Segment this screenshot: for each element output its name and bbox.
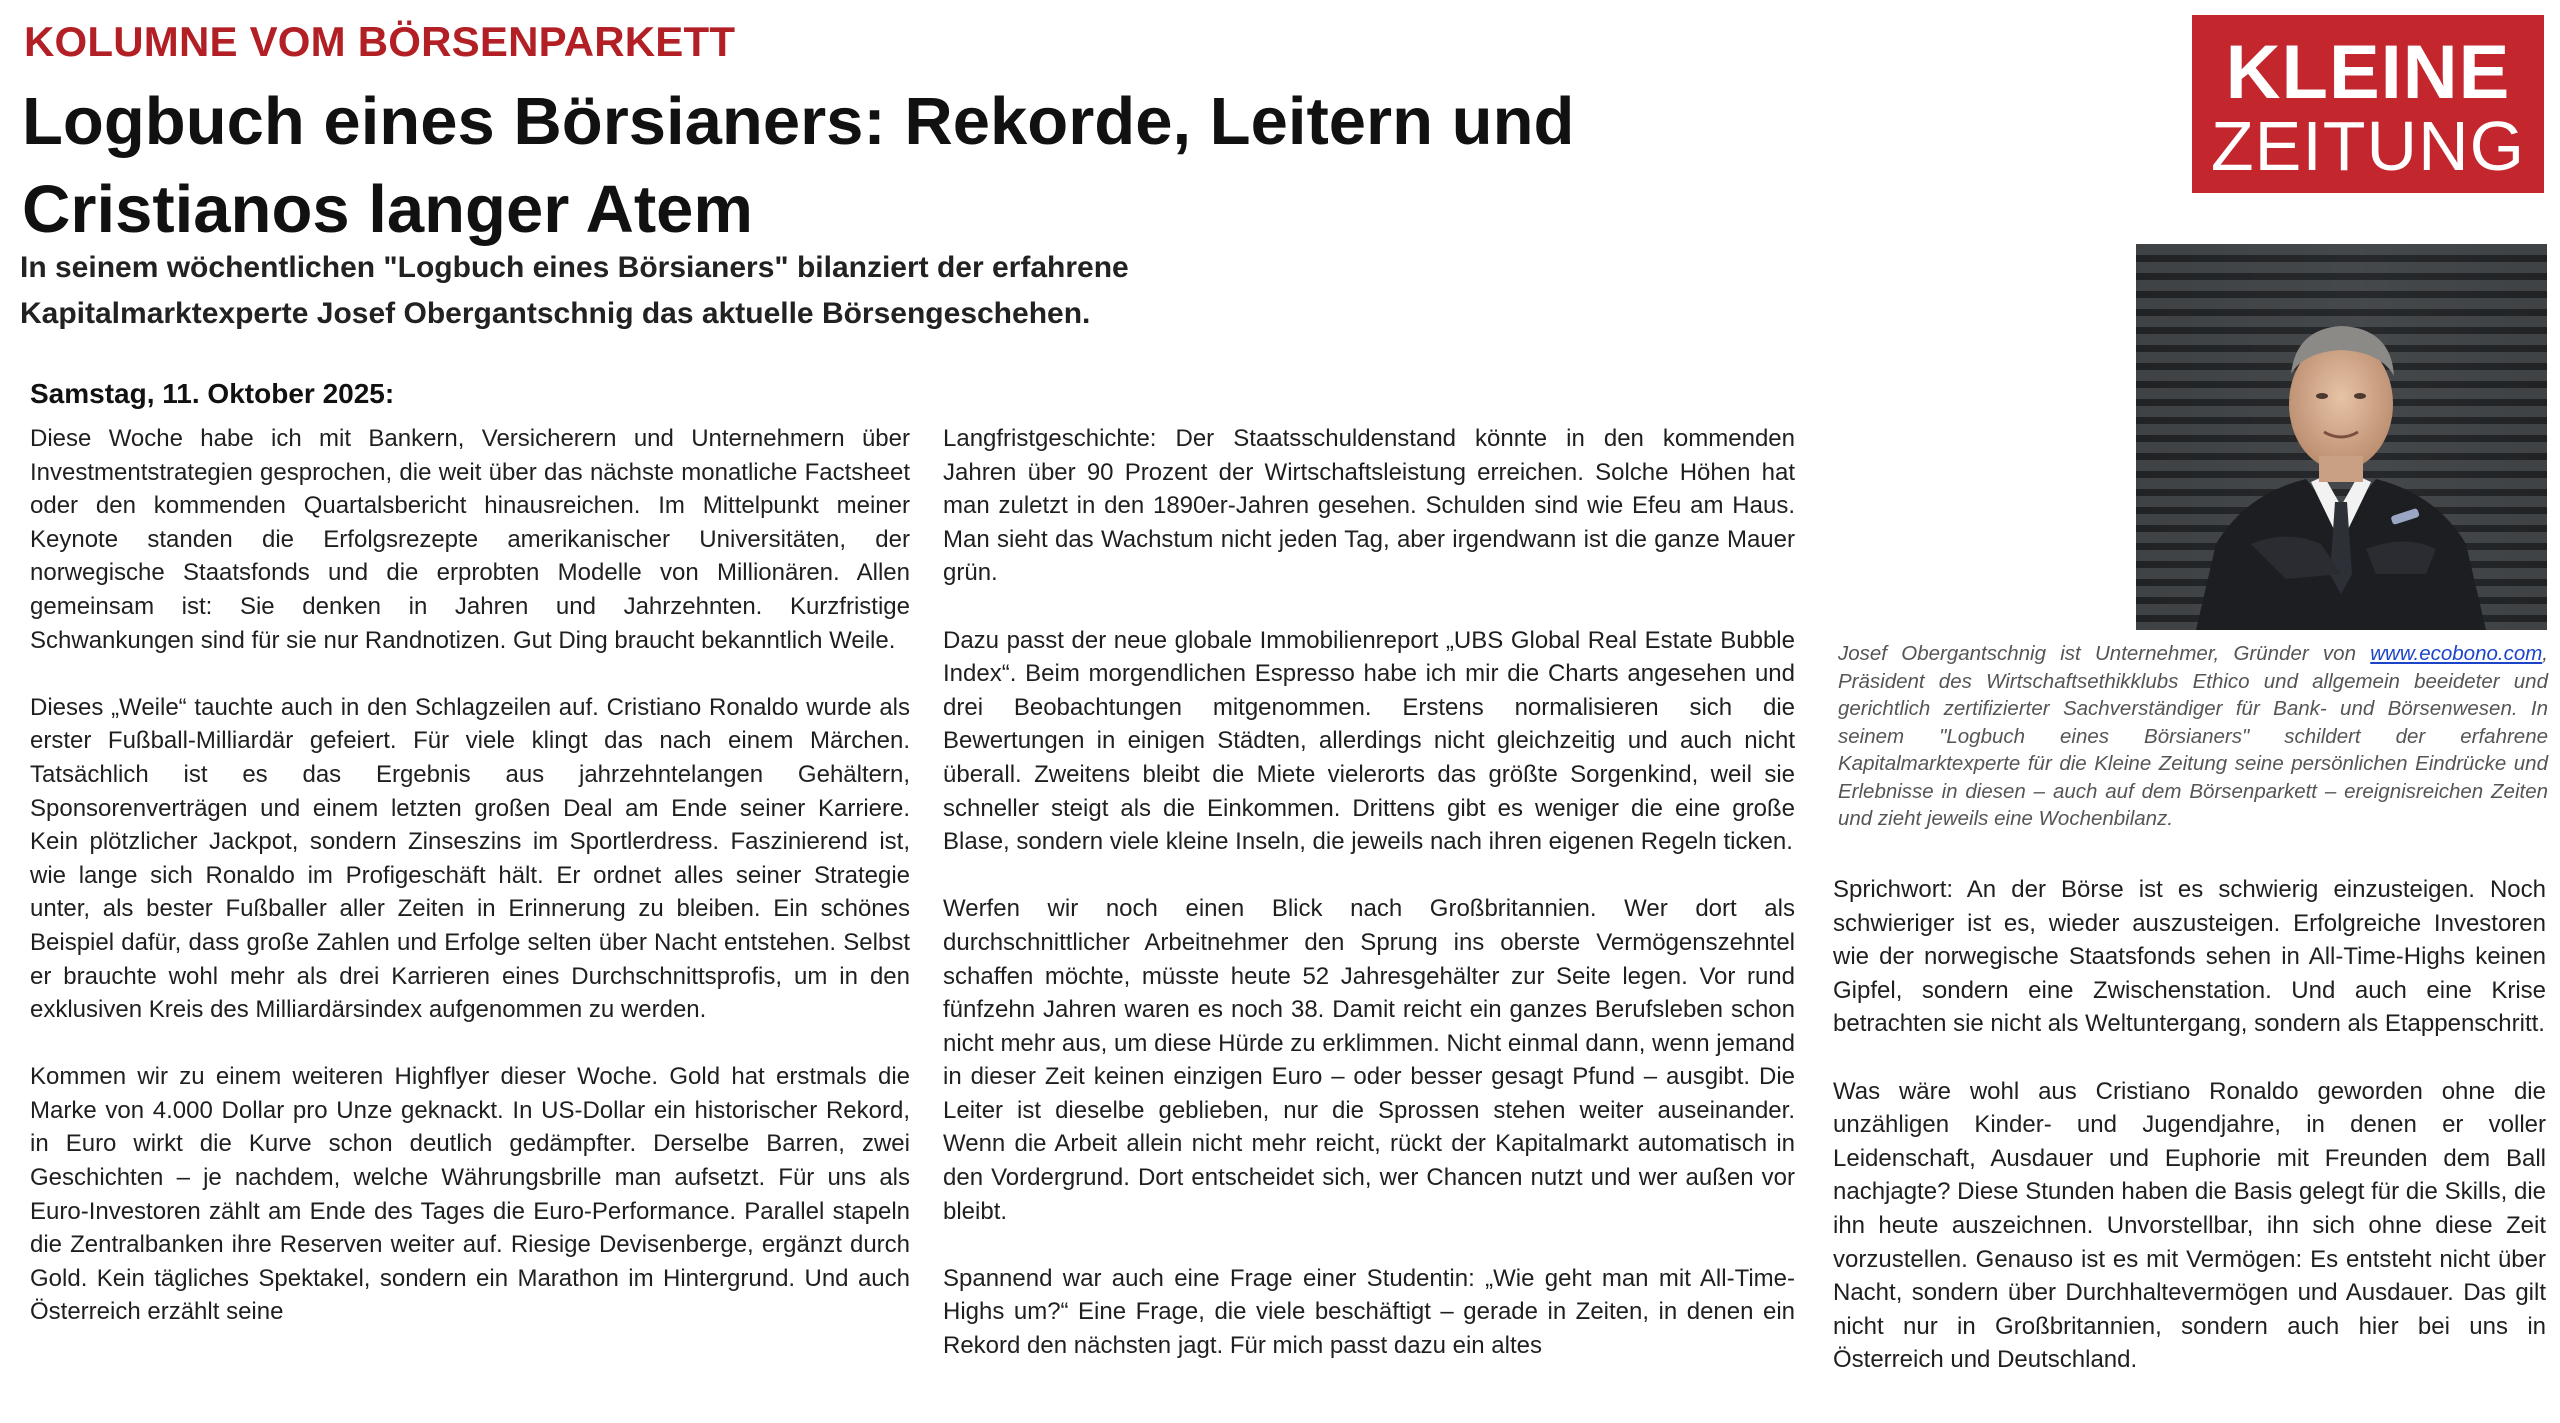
paragraph: Sprichwort: An der Börse ist es schwierig einzusteigen. Noch schwieriger ist es, wieder auszusteigen. Erfolgreiche Investoren wie der norwegische Staatsfonds sehen in All-Time-Highs keinen Gipfel, sondern eine Zwischenstation. Und auch eine Krise betrachten sie nicht als Weltuntergang, sondern als Etappenschritt.	[1833, 876, 2546, 1038]
ecobono-link[interactable]: www.ecobono.com	[2370, 642, 2543, 665]
article-column-1	[30, 422, 910, 1329]
paragraph: Spannend war auch eine Frage einer Studentin: „Wie geht man mit All-Time-Highs um?“ Eine Frage, die viele beschäftigt – gerade in Zeiten, in denen ein Rekord den nächsten jagt. Für mich passt dazu ein altes	[943, 1264, 1795, 1360]
paragraph: Dazu passt der neue globale Immobilienreport „UBS Global Real Estate Bubble Index“. Beim morgendlichen Espresso habe ich mir die Charts angesehen und drei Beobachtungen mitgenommen. Erstens normalisieren sich die Bewertungen in einigen Städten, allerdings nicht gleichzeitig und auch nicht überall. Zweitens bleibt die Miete vielerorts das größte Sorgenkind, weil sie schneller steigt als die Einkommen. Drittens gibt es weniger die eine große Blase, sondern viele kleine Inseln, die jeweils nach ihren eigenen Regeln ticken.	[943, 626, 1795, 856]
paragraph: Diese Woche habe ich mit Bankern, Versicherern und Unternehmern über Investmentstrategien gesprochen, die weit über das nächste monatliche Factsheet oder den kommenden Quartalsbericht hinausreichen. Im Mittelpunkt meiner Keynote standen die Erfolgsrezepte amerikanischer Universitäten, der norwegische Staatsfonds und die erprobten Modelle von Millionären. Allen gemeinsam ist: Sie denken in Jahren und Jahrzehnten. Kurzfristige Schwankungen sind für sie nur Randnotizen. Gut Ding braucht bekanntlich Weile.	[30, 425, 910, 654]
standfirst: In seinem wöchentlichen "Logbuch eines Börsianers" bilanziert der erfahrene Kapitalmarktexperte Josef Obergantschnig das aktuelle Börsengeschehen.	[20, 251, 1129, 330]
portrait-illustration	[2136, 244, 2547, 630]
kicker: KOLUMNE VOM BÖRSENPARKETT	[24, 18, 736, 65]
headline: Logbuch eines Börsianers: Rekorde, Leitern und Cristianos langer Atem	[22, 84, 1575, 247]
dateline: Samstag, 11. Oktober 2025:	[30, 378, 395, 409]
paragraph: Kommen wir zu einem weiteren Highflyer dieser Woche. Gold hat erstmals die Marke von 4.000 Dollar pro Unze geknackt. In US-Dollar ein historischer Rekord, in Euro wirkt die Kurve schon deutlich gedämpfter. Derselbe Barren, zwei Geschichten – je nachdem, welche Währungsbrille man aufsetzt. Für uns als Euro-Investoren zählt am Ende des Tages die Euro-Performance. Parallel stapeln die Zentralbanken ihre Reserven weiter auf. Riesige Devisenberge, ergänzt durch Gold. Kein tägliches Spektakel, sondern ein Marathon im Hintergrund. Und auch Österreich erzählt seine	[30, 1063, 910, 1326]
logo-line-1: KLEINE	[2225, 30, 2511, 115]
author-caption	[1838, 640, 2548, 833]
paragraph: Dieses „Weile“ tauchte auch in den Schlagzeilen auf. Cristiano Ronaldo wurde als erster Fußball-Milliardär gefeiert. Für viele klingt das nach einem Märchen. Tatsächlich ist es das Ergebnis aus jahrzehntelangen Gehältern, Sponsorenverträgen und einem letzten großen Deal am Ende seiner Karriere. Kein plötzlicher Jackpot, sondern Zinseszins im Sportlerdress. Faszinierend ist, wie lange sich Ronaldo im Profigeschäft hält. Er ordnet alles seiner Strategie unter, als bester Fußballer aller Zeiten in Erinnerung zu bleiben. Ein schönes Beispiel dafür, dass große Zahlen und Erfolge selten über Nacht entstehen. Selbst er brauchte wohl mehr als drei Karrieren eines Durchschnittsprofis, um in den exklusiven Kreis des Milliardärsindex aufgenommen zu werden.	[30, 693, 910, 1024]
paragraph: Langfristgeschichte: Der Staatsschuldenstand könnte in den kommenden Jahren über 90 Prozent der Wirtschaftsleistung erreichen. Solche Höhen hat man zuletzt in den 1890er-Jahren gesehen. Schulden sind wie Efeu am Haus. Man sieht das Wachstum nicht jeden Tag, aber irgendwann ist die ganze Mauer grün.	[943, 425, 1795, 587]
paragraph: Was wäre wohl aus Cristiano Ronaldo geworden ohne die unzähligen Kinder- und Jugendjahre, in denen er voller Leidenschaft, Ausdauer und Euphorie mit Freunden dem Ball nachjagte? Diese Stunden haben die Basis gelegt für die Skills, die ihn heute auszeichnen. Unvorstellbar, ihn sich ohne diese Zeit vorzustellen. Genauso ist es mit Vermögen: Es entsteht nicht über Nacht, sondern über Durchhaltevermögen und Ausdauer. Das gilt nicht nur in Großbritannien, sondern auch hier bei uns in Österreich und Deutschland.	[1833, 1077, 2546, 1374]
article-column-2	[943, 422, 1795, 1363]
article-column-3	[1833, 873, 2546, 1377]
logo-line-2: ZEITUNG	[2210, 107, 2526, 185]
paragraph: Werfen wir noch einen Blick nach Großbritannien. Wer dort als durchschnittlicher Arbeitnehmer den Sprung ins oberste Vermögenszehntel schaffen möchte, müsste heute 52 Jahresgehälter zur Seite legen. Vor rund fünfzehn Jahren waren es noch 38. Damit reicht ein ganzes Berufsleben schon nicht mehr aus, um diese Hürde zu erklimmen. Nicht einmal dann, wenn jemand in dieser Zeit keinen einzigen Euro – oder besser gesagt Pfund – ausgibt. Die Leiter ist dieselbe geblieben, nur die Sprossen stehen weiter auseinander. Wenn die Arbeit allein nicht mehr reicht, rückt der Kapitalmarkt automatisch in den Vordergrund. Dort entscheidet sich, wer Chancen nutzt und wer außen vor bleibt.	[943, 895, 1795, 1225]
author-portrait	[2136, 244, 2547, 630]
caption-text-start: Josef Obergantschnig ist Unternehmer, Gründer von	[1838, 642, 2371, 665]
caption-text-end: , Präsident des Wirtschaftsethikklubs Ethico und allgemein beeideter und gerichtlich zertifizierter Sachverständiger für Bank- und Börsenwesen. In seinem "Logbuch eines Börsianers" schildert der erfahrene Kapitalmarktexperte für die Kleine Zeitung seine persönlichen Eindrücke und Erlebnisse in diesen – auch auf dem Börsenparkett – ereignisreichen Zeiten und zieht jeweils eine Wochenbilanz.	[1838, 642, 2548, 830]
kleine-zeitung-logo[interactable]	[2192, 15, 2544, 193]
